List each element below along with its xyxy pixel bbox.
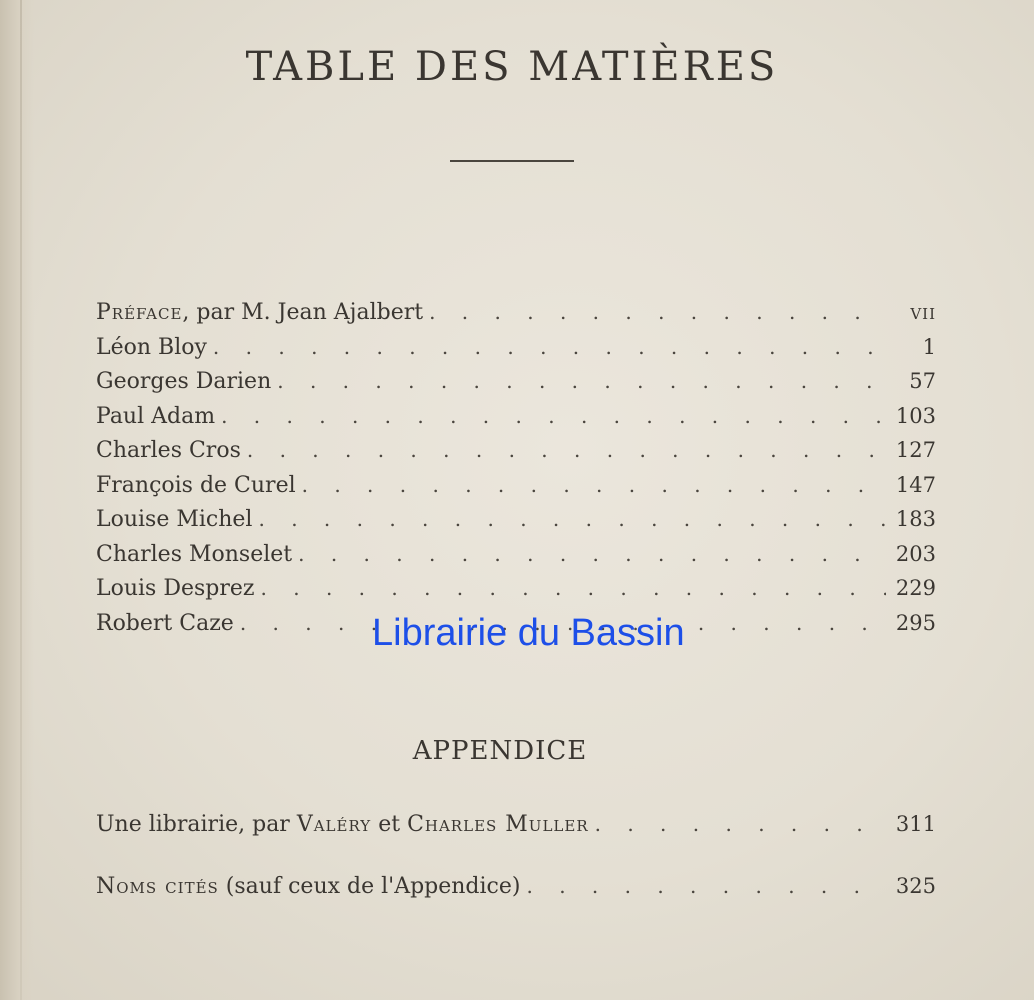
dot-leader	[213, 335, 886, 359]
page-title: TABLE DES MATIÈRES	[245, 44, 779, 90]
toc-entry	[96, 335, 936, 370]
watermark-text: Librairie du Bassin	[372, 612, 685, 654]
title-rule	[450, 160, 574, 162]
toc-entry-label: Noms cités (sauf ceux de l'Appendice)	[96, 874, 521, 899]
appendix-heading: APPENDICE	[412, 736, 588, 766]
toc-entry	[96, 438, 936, 473]
dot-leader	[221, 404, 886, 428]
toc-page-number: 311	[895, 812, 936, 836]
toc-entry-label: Léon Bloy	[96, 334, 207, 360]
dot-leader	[298, 542, 886, 566]
toc-list	[96, 300, 936, 645]
dot-leader	[247, 438, 886, 462]
toc-page-number: 147	[895, 472, 936, 497]
toc-entry-label: Louis Desprez	[96, 576, 255, 601]
toc-page-number: 183	[895, 507, 936, 531]
toc-page-number: vii	[910, 300, 936, 324]
toc-page-number: 127	[895, 438, 936, 462]
toc-page-number: 57	[909, 369, 936, 393]
dot-leader	[258, 507, 886, 531]
toc-entry	[96, 473, 936, 508]
toc-entry	[96, 369, 936, 404]
toc-entry-label: Georges Darien	[96, 369, 272, 394]
dot-leader	[526, 874, 886, 898]
toc-entry-label: Une librairie, par Valéry et Charles Muller	[96, 812, 589, 837]
binding-edge	[20, 0, 22, 1000]
toc-entry-label: Louise Michel	[96, 507, 253, 532]
toc-page-number: 295	[895, 610, 936, 635]
toc-entry	[96, 404, 936, 439]
toc-entry-preface	[96, 300, 936, 335]
toc-page-number: 1	[922, 334, 936, 359]
toc-page-number: 229	[895, 576, 936, 600]
toc-entry-label: Préface, par M. Jean Ajalbert	[96, 300, 424, 325]
dot-leader	[302, 473, 886, 497]
dot-leader	[261, 576, 886, 600]
dot-leader	[277, 369, 886, 393]
toc-page-number: 203	[895, 541, 936, 566]
dot-leader	[429, 300, 886, 324]
toc-entry-librairie	[96, 812, 936, 874]
toc-entry-label: Charles Monselet	[96, 541, 293, 567]
toc-entry-label: Robert Caze	[96, 610, 234, 636]
dot-leader	[595, 812, 886, 836]
toc-entry	[96, 576, 936, 611]
page-gutter	[0, 0, 34, 1000]
toc-entry-label: Charles Cros	[96, 438, 241, 463]
toc-entry-noms-cites	[96, 874, 936, 936]
appendix-list	[96, 812, 936, 936]
toc-entry	[96, 507, 936, 542]
toc-page-number: 325	[895, 874, 936, 898]
toc-entry-label: François de Curel	[96, 472, 296, 498]
toc-page-number: 103	[895, 403, 936, 428]
toc-entry	[96, 542, 936, 577]
toc-entry-label: Paul Adam	[96, 403, 216, 429]
